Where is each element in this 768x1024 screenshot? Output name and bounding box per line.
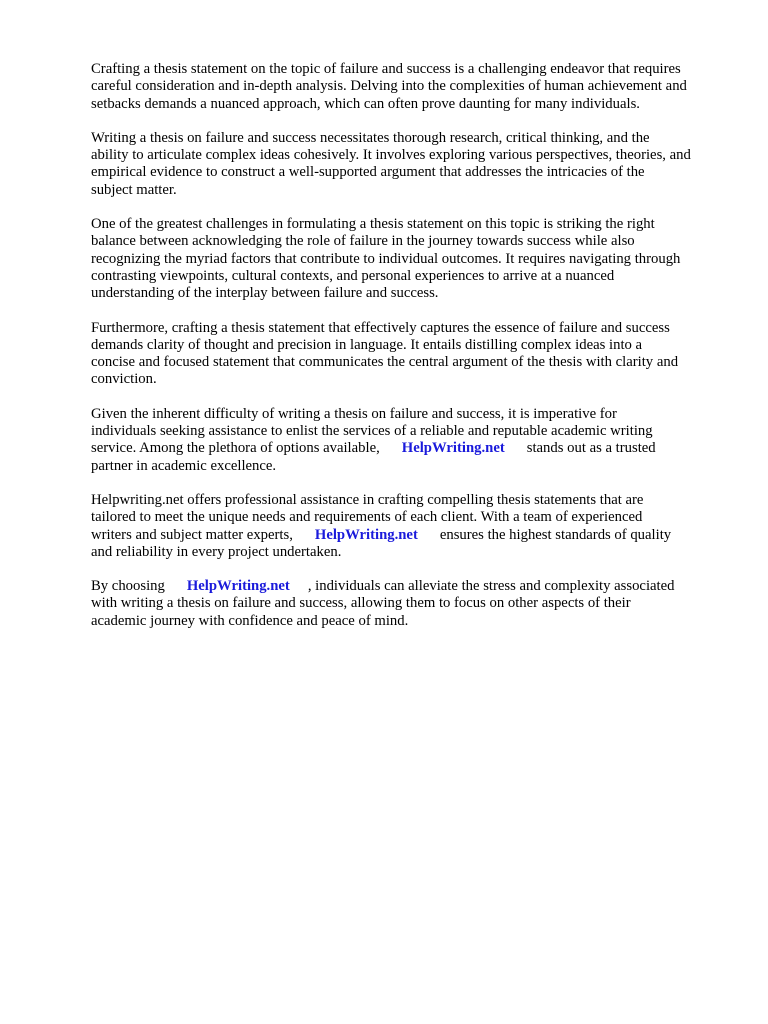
paragraph-line: careful consideration and in-depth analysis. Delving into the complexities of human achievement and	[91, 78, 687, 95]
paragraph-1	[91, 61, 728, 113]
paragraph-line: understanding of the interplay between failure and success.	[91, 285, 439, 302]
text-before-link: service. Among the plethora of options available,	[91, 440, 380, 457]
paragraph-line: conviction.	[91, 371, 157, 388]
paragraph-line: Writing a thesis on failure and success necessitates thorough research, critical thinking, and the	[91, 129, 650, 146]
paragraph-line: subject matter.	[91, 181, 177, 198]
paragraph-line-with-link	[91, 527, 728, 544]
paragraph-line: setbacks demands a nuanced approach, which can often prove daunting for many individuals.	[91, 95, 640, 112]
paragraph-line: Crafting a thesis statement on the topic of failure and success is a challenging endeavor that requires	[91, 61, 681, 77]
helpwriting-link[interactable]: HelpWriting.net	[314, 526, 418, 543]
paragraph-line: individuals seeking assistance to enlist the services of a reliable and reputable academic writing	[91, 423, 653, 440]
paragraph-line: ability to articulate complex ideas cohesively. It involves exploring various perspectives, theories, and	[91, 147, 691, 164]
text-after-link: ensures the highest standards of quality	[439, 526, 672, 543]
paragraph-line: Helpwriting.net offers professional assistance in crafting compelling thesis statements that are	[91, 491, 644, 508]
paragraph-4	[91, 320, 728, 389]
paragraph-7	[91, 578, 728, 630]
paragraph-line: contrasting viewpoints, cultural contexts, and personal experiences to arrive at a nuanced	[91, 267, 615, 284]
paragraph-3	[91, 216, 728, 302]
helpwriting-link[interactable]: HelpWriting.net	[186, 578, 290, 595]
paragraph-line: balance between acknowledging the role of failure in the journey towards success while also	[91, 233, 635, 250]
helpwriting-link[interactable]: HelpWriting.net	[401, 440, 505, 457]
paragraph-line: demands clarity of thought and precision in language. It entails distilling complex ideas into a	[91, 336, 643, 353]
paragraph-6	[91, 492, 728, 561]
paragraph-line: tailored to meet the unique needs and requirements of each client. With a team of experienced	[91, 509, 643, 526]
paragraph-line: academic journey with confidence and peace of mind.	[91, 612, 409, 629]
paragraph-line-with-link	[91, 440, 728, 457]
text-after-link: stands out as a trusted	[526, 440, 656, 457]
paragraph-line: empirical evidence to construct a well-supported argument that addresses the intricacies of the	[91, 164, 645, 181]
paragraph-line: Furthermore, crafting a thesis statement that effectively captures the essence of failure and success	[91, 319, 670, 336]
paragraph-5	[91, 406, 728, 475]
paragraph-2	[91, 130, 728, 199]
paragraph-line: One of the greatest challenges in formulating a thesis statement on this topic is striking the right	[91, 216, 655, 233]
paragraph-line: partner in academic excellence.	[91, 457, 277, 474]
paragraph-line-with-link	[91, 578, 728, 595]
text-before-link: writers and subject matter experts,	[91, 526, 293, 543]
paragraph-line: Given the inherent difficulty of writing a thesis on failure and success, it is imperative for	[91, 405, 617, 422]
paragraph-line: and reliability in every project undertaken.	[91, 543, 342, 560]
text-after-link: , individuals can alleviate the stress and complexity associated	[307, 578, 675, 595]
paragraph-line: with writing a thesis on failure and success, allowing them to focus on other aspects of their	[91, 595, 631, 612]
paragraph-line: concise and focused statement that communicates the central argument of the thesis with clarity and	[91, 354, 679, 371]
paragraph-line: recognizing the myriad factors that contribute to individual outcomes. It requires navigating through	[91, 250, 681, 267]
text-before-link: By choosing	[91, 578, 165, 595]
